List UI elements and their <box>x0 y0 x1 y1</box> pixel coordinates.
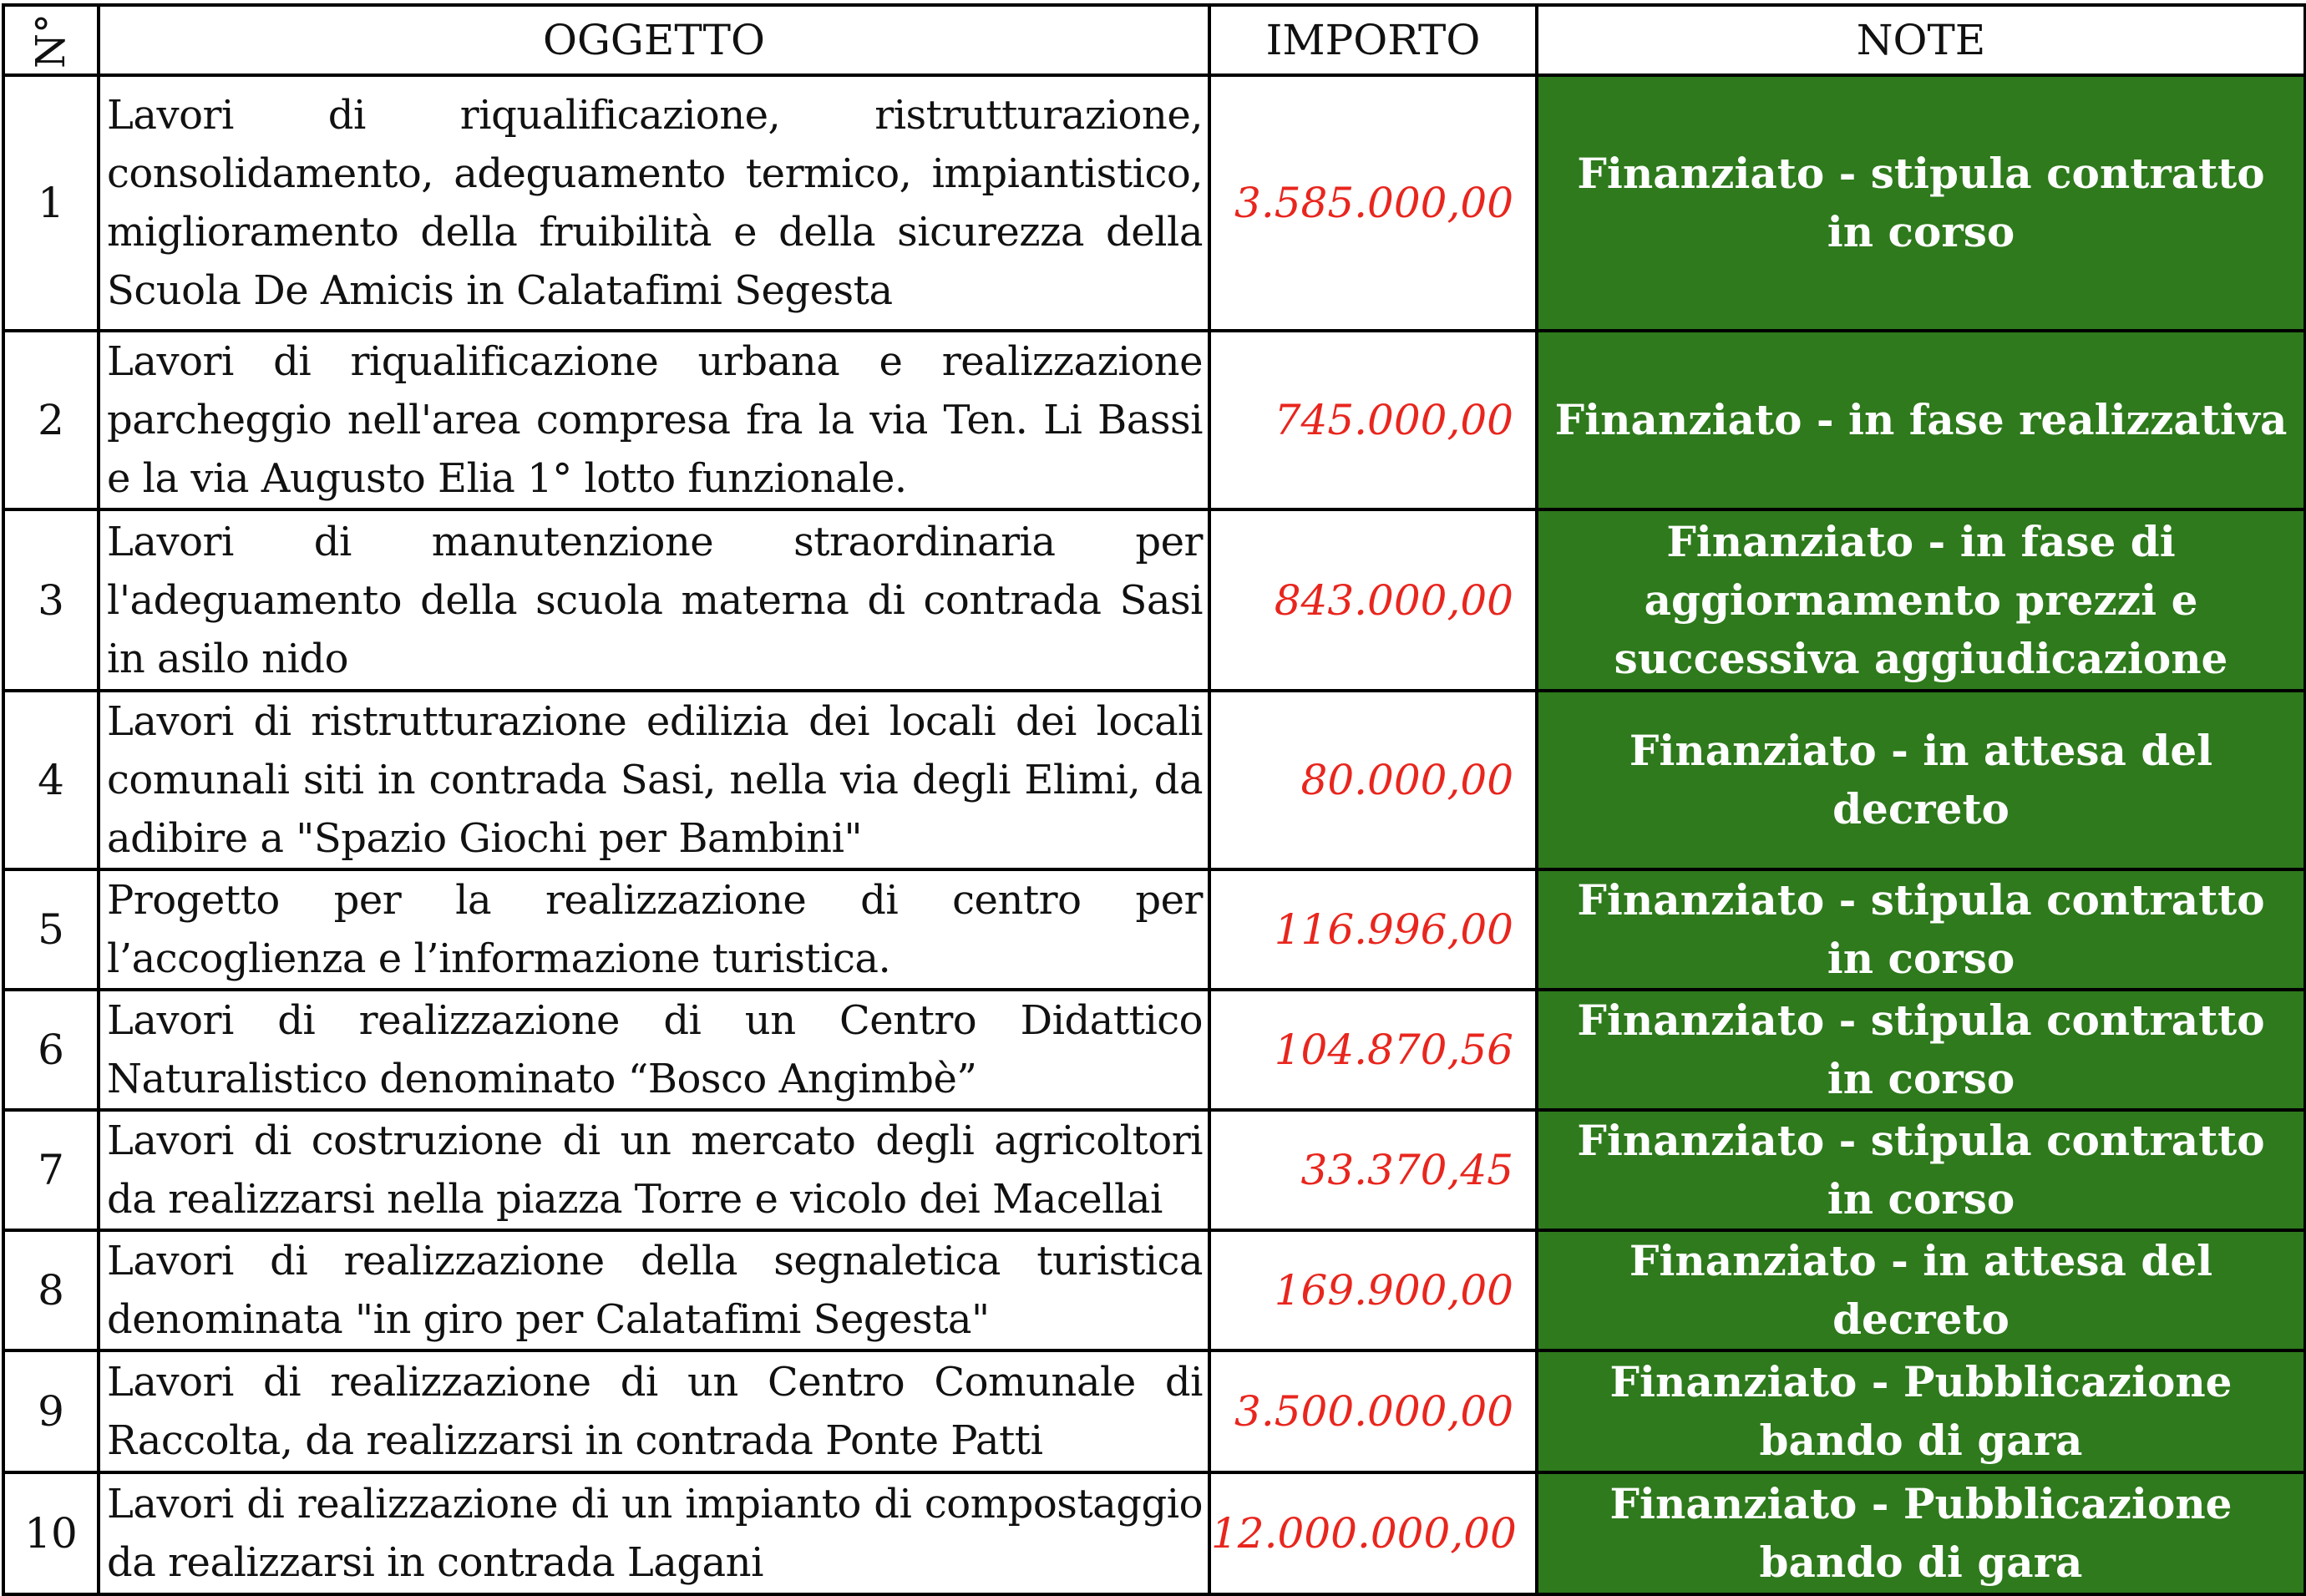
row-oggetto: Lavori di manutenzione straordinaria per l'adeguamento della scuola materna di contrada Sasi in asilo nido <box>99 509 1209 691</box>
table-row <box>3 75 2305 331</box>
table-row <box>3 1350 2305 1472</box>
table-row <box>3 509 2305 691</box>
header-oggetto: OGGETTO <box>99 5 1209 75</box>
table-row <box>3 1472 2305 1594</box>
row-importo: 104.870,56 <box>1209 990 1537 1110</box>
row-number: 9 <box>3 1350 99 1472</box>
row-number: 7 <box>3 1110 99 1230</box>
row-number: 4 <box>3 691 99 869</box>
row-number: 6 <box>3 990 99 1110</box>
row-importo: 12.000.000,00 <box>1209 1472 1537 1594</box>
row-oggetto: Lavori di realizzazione di un impianto di compostaggio da realizzarsi in contrada Lagani <box>99 1472 1209 1594</box>
row-number: 1 <box>3 75 99 331</box>
row-number: 3 <box>3 509 99 691</box>
row-note: Finanziato - stipula contratto in corso <box>1537 869 2305 990</box>
row-oggetto: Lavori di ristrutturazione edilizia dei locali dei locali comunali siti in contrada Sasi, nella via degli Elimi, da adibire a "Spazio Giochi per Bambini" <box>99 691 1209 869</box>
table-row <box>3 869 2305 990</box>
header-no: N° <box>3 5 99 75</box>
row-note: Finanziato - in attesa del decreto <box>1537 1230 2305 1350</box>
row-number: 10 <box>3 1472 99 1594</box>
row-importo: 3.500.000,00 <box>1209 1350 1537 1472</box>
row-oggetto: Lavori di realizzazione della segnaletica turistica denominata "in giro per Calatafimi Segesta" <box>99 1230 1209 1350</box>
row-note: Finanziato - in fase realizzativa <box>1537 331 2305 509</box>
row-note: Finanziato - in fase di aggiornamento prezzi e successiva aggiudicazione <box>1537 509 2305 691</box>
table-row <box>3 990 2305 1110</box>
row-oggetto: Lavori di riqualificazione urbana e realizzazione parcheggio nell'area compresa fra la via Ten. Li Bassi e la via Augusto Elia 1° lotto funzionale. <box>99 331 1209 509</box>
row-note: Finanziato - stipula contratto in corso <box>1537 990 2305 1110</box>
row-oggetto: Lavori di realizzazione di un Centro Comunale di Raccolta, da realizzarsi in contrada Ponte Patti <box>99 1350 1209 1472</box>
table-row <box>3 1230 2305 1350</box>
row-note: Finanziato - Pubblicazione bando di gara <box>1537 1472 2305 1594</box>
row-note: Finanziato - stipula contratto in corso <box>1537 75 2305 331</box>
row-number: 5 <box>3 869 99 990</box>
row-importo: 745.000,00 <box>1209 331 1537 509</box>
row-importo: 169.900,00 <box>1209 1230 1537 1350</box>
row-importo: 116.996,00 <box>1209 869 1537 990</box>
row-note: Finanziato - stipula contratto in corso <box>1537 1110 2305 1230</box>
row-oggetto: Lavori di costruzione di un mercato degli agricoltori da realizzarsi nella piazza Torre e vicolo dei Macellai <box>99 1110 1209 1230</box>
row-note: Finanziato - in attesa del decreto <box>1537 691 2305 869</box>
projects-table <box>2 3 2306 1596</box>
row-note: Finanziato - Pubblicazione bando di gara <box>1537 1350 2305 1472</box>
header-note: NOTE <box>1537 5 2305 75</box>
header-row <box>3 5 2305 75</box>
row-importo: 33.370,45 <box>1209 1110 1537 1230</box>
row-importo: 80.000,00 <box>1209 691 1537 869</box>
row-number: 8 <box>3 1230 99 1350</box>
header-importo: IMPORTO <box>1209 5 1537 75</box>
row-oggetto: Lavori di riqualificazione, ristrutturazione, consolidamento, adeguamento termico, impiantistico, miglioramento della fruibilità e della sicurezza della Scuola De Amicis in Calatafimi Segesta <box>99 75 1209 331</box>
table-row <box>3 1110 2305 1230</box>
row-number: 2 <box>3 331 99 509</box>
table-row <box>3 331 2305 509</box>
table-row <box>3 691 2305 869</box>
row-oggetto: Progetto per la realizzazione di centro per l’accoglienza e l’informazione turistica. <box>99 869 1209 990</box>
row-oggetto: Lavori di realizzazione di un Centro Didattico Naturalistico denominato “Bosco Angimbè” <box>99 990 1209 1110</box>
row-importo: 3.585.000,00 <box>1209 75 1537 331</box>
row-importo: 843.000,00 <box>1209 509 1537 691</box>
